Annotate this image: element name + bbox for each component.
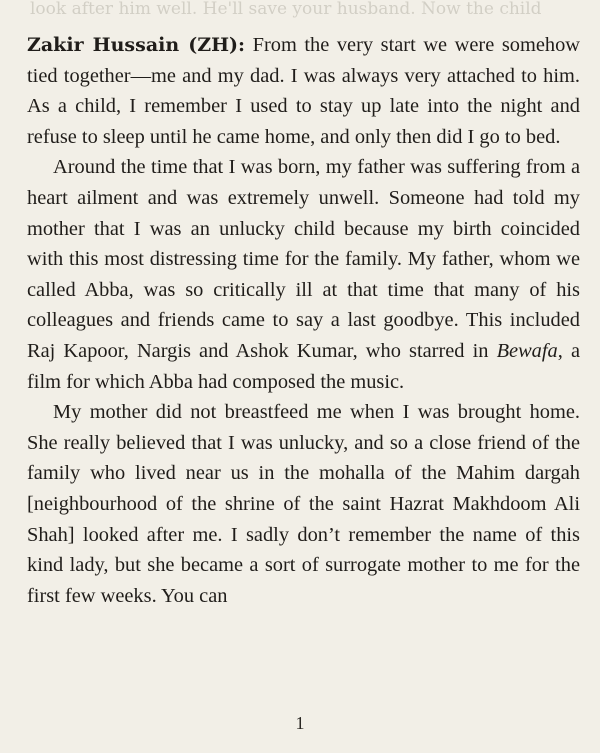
speaker-label: Zakir Hussain (ZH): bbox=[27, 34, 246, 56]
paragraph-1 bbox=[27, 30, 580, 152]
film-title: Bewafa bbox=[496, 339, 558, 362]
page-number: 1 bbox=[295, 713, 305, 733]
paragraph-2 bbox=[27, 152, 580, 397]
paragraph-3-text: My mother did not breastfeed me when I was brought home. She really believed that I was unlucky, and so a close friend of the family who lived near us in the mohalla of the Mahim dargah [neighbourhood of the shrine of the saint Hazrat Makhdoom Ali Shah] looked after me. I sadly don’t remember the name of this kind lady, but she became a sort of surrogate mother to me for the first few weeks. You can bbox=[27, 401, 580, 607]
paragraph-2-text-b: , a film for which Abba had composed the music. bbox=[27, 339, 580, 393]
paragraph-2-text-a: Around the time that I was born, my father was suffering from a heart ailment and was extremely unwell. Someone had told my mother that I was an unlucky child because my birth coincided with this most distressing time for the family. My father, whom we called Abba, was so critically ill at that time that many of his colleagues and friends came to say a last goodbye. This included Raj Kapoor, Nargis and Ashok Kumar, who starred in bbox=[27, 156, 580, 362]
paragraph-3 bbox=[27, 397, 580, 611]
paragraph-1-text: From the very start we were somehow tied together—me and my dad. I was always very attached to him. As a child, I remember I used to stay up late into the night and refuse to sleep until he came home, and only then did I go to bed. bbox=[27, 34, 580, 148]
bleed-through-text: look after him well. He'll save your husband. Now the child bbox=[30, 0, 542, 19]
body-text bbox=[27, 30, 580, 611]
